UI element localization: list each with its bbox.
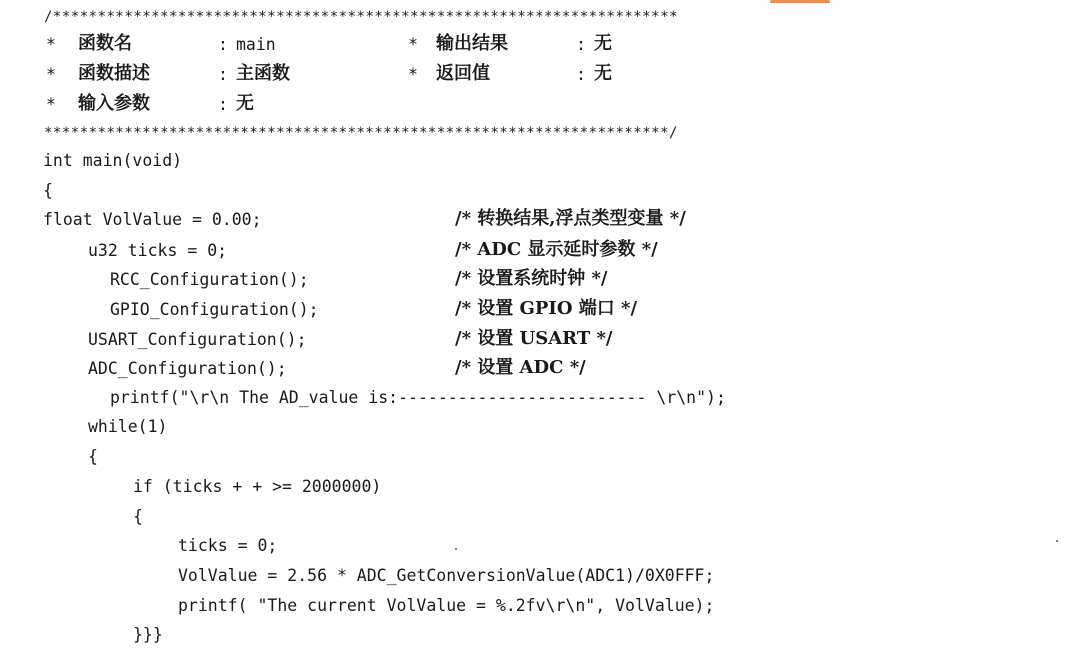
header-row-2-value2: 无 bbox=[594, 63, 612, 84]
header-row-1-star2: * bbox=[408, 35, 418, 54]
code-line-5: RCC_Configuration(); bbox=[110, 270, 309, 289]
header-row-3-value: 无 bbox=[236, 93, 254, 114]
header-row-2-label: 函数描述 bbox=[78, 63, 150, 84]
code-line-10: while(1) bbox=[88, 417, 168, 436]
code-line-4: u32 ticks = 0; bbox=[88, 241, 228, 260]
code-line-13: { bbox=[133, 507, 143, 526]
header-row-2-value: 主函数 bbox=[236, 63, 290, 84]
header-row-2-star2: * bbox=[408, 65, 418, 84]
scan-speck bbox=[1056, 540, 1058, 542]
header-row-2-colon2: : bbox=[576, 65, 586, 84]
code-line-11: { bbox=[88, 447, 98, 466]
header-row-1-star: * bbox=[46, 35, 56, 54]
header-row-1-label2: 输出结果 bbox=[436, 33, 508, 54]
header-row-1-value2: 无 bbox=[594, 33, 612, 54]
code-line-1: int main(void) bbox=[43, 151, 183, 170]
comment-line-4: /* ADC 显示延时参数 */ bbox=[455, 239, 658, 260]
code-line-3: float VolValue = 0.00; bbox=[43, 210, 262, 229]
comment-line-7: /* 设置 USART */ bbox=[455, 328, 613, 349]
code-line-2: { bbox=[43, 181, 53, 200]
comment-line-5: /* 设置系统时钟 */ bbox=[455, 268, 608, 289]
code-line-15: VolValue = 2.56 * ADC_GetConversionValue(ADC1)/0X0FFF; bbox=[178, 566, 715, 585]
comment-line-3: /* 转换结果,浮点类型变量 */ bbox=[455, 208, 686, 229]
code-line-12: if (ticks + + >= 2000000) bbox=[133, 477, 382, 496]
header-row-2-colon: : bbox=[218, 65, 228, 84]
code-line-8: ADC_Configuration(); bbox=[88, 359, 287, 378]
header-row-3-star: * bbox=[46, 95, 56, 114]
header-border-bottom: **********************************************************************/ bbox=[44, 125, 678, 141]
top-accent-bar bbox=[770, 0, 830, 3]
header-row-1-value: main bbox=[236, 35, 276, 54]
scan-speck bbox=[455, 548, 457, 550]
header-row-3-label: 输入参数 bbox=[78, 93, 150, 114]
header-row-2-star: * bbox=[46, 65, 56, 84]
comment-line-6: /* 设置 GPIO 端口 */ bbox=[455, 298, 638, 319]
header-border-top: /********************************************************************** bbox=[44, 9, 678, 25]
code-line-17: }}} bbox=[133, 625, 163, 644]
header-row-2-label2: 返回值 bbox=[436, 63, 490, 84]
header-row-1-label: 函数名 bbox=[78, 33, 132, 54]
code-line-6: GPIO_Configuration(); bbox=[110, 300, 319, 319]
code-line-14: ticks = 0; bbox=[178, 536, 278, 555]
comment-line-8: /* 设置 ADC */ bbox=[455, 357, 586, 378]
code-line-16: printf( "The current VolValue = %.2fv\r\n", VolValue); bbox=[178, 596, 715, 615]
code-line-9: printf("\r\n The AD_value is:------------------------- \r\n"); bbox=[110, 388, 726, 407]
header-row-3-colon: : bbox=[218, 95, 228, 114]
code-line-7: USART_Configuration(); bbox=[88, 330, 307, 349]
header-row-1-colon2: : bbox=[576, 35, 586, 54]
header-row-1-colon: : bbox=[218, 35, 228, 54]
